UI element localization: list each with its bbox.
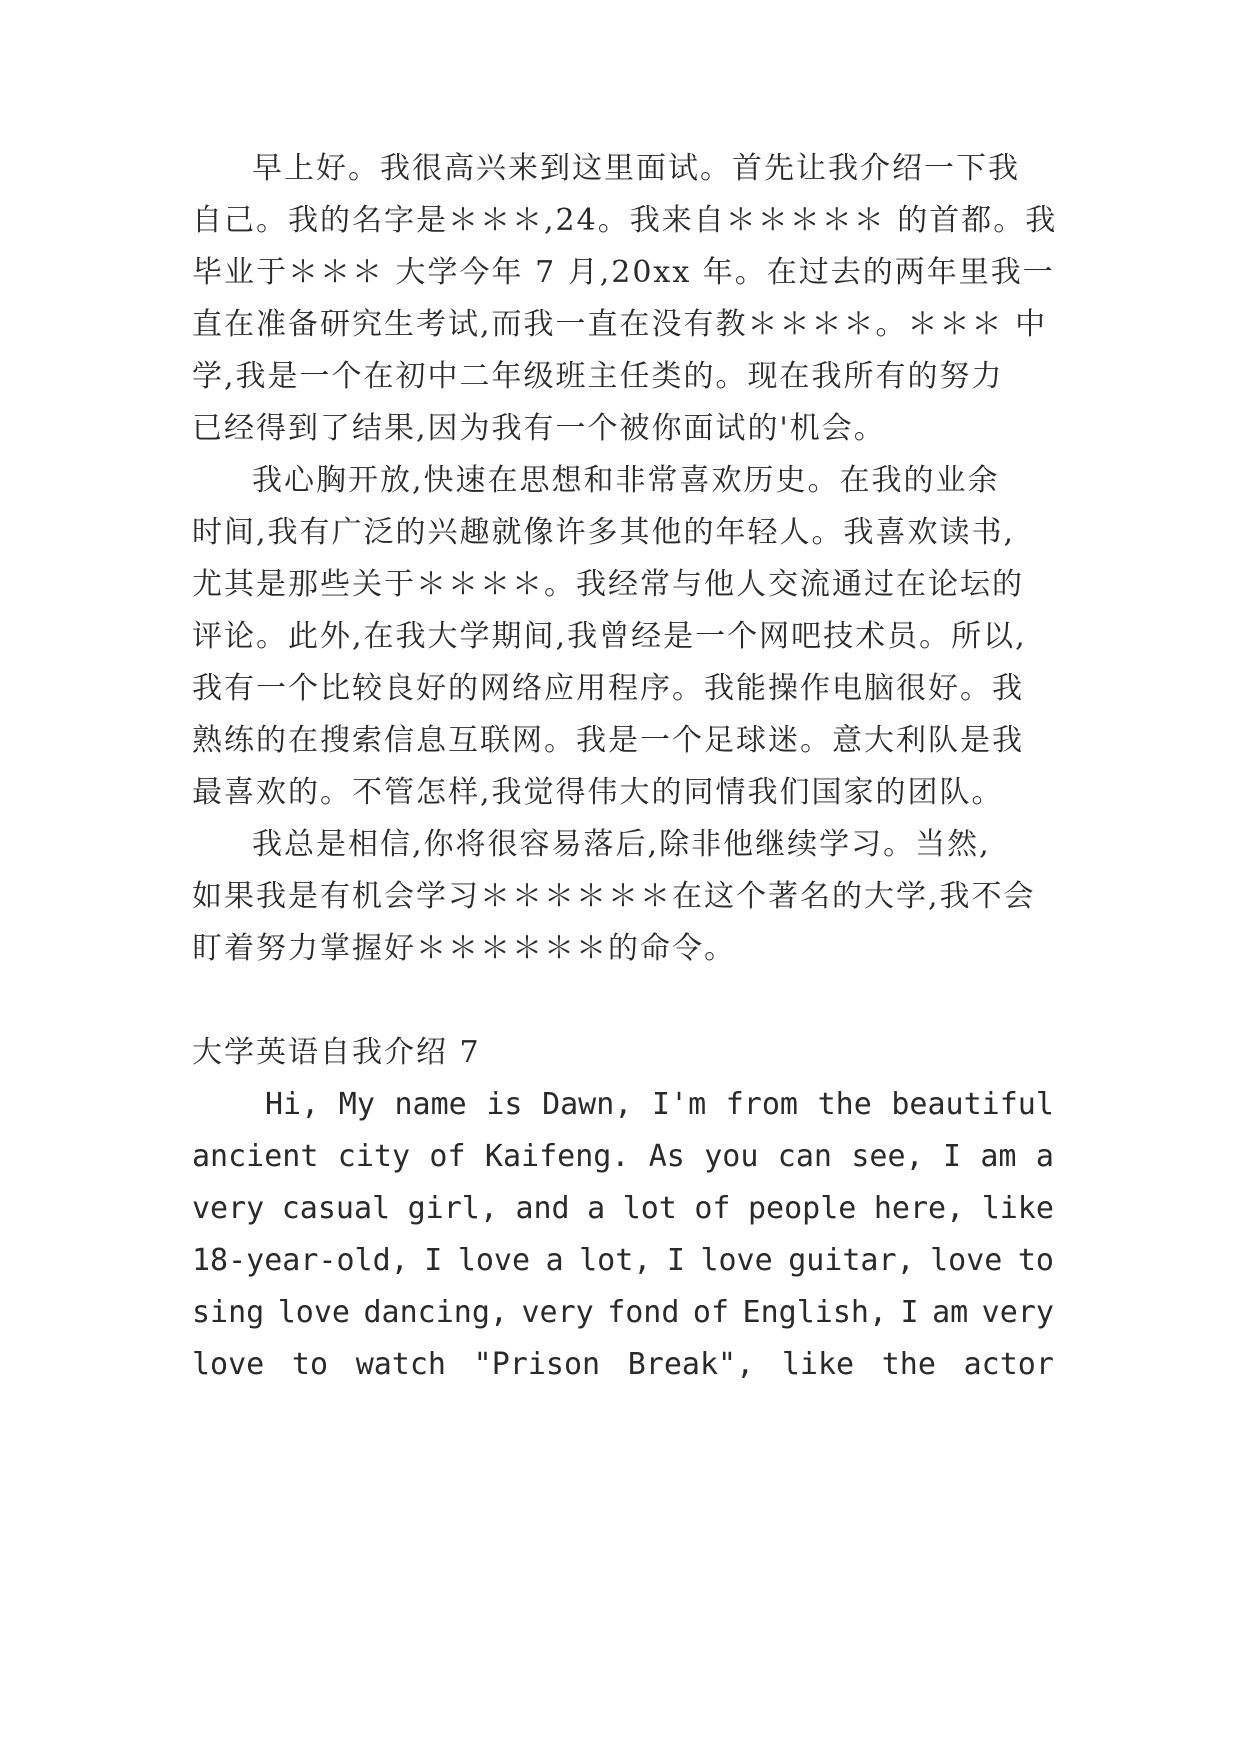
word: Dawn, <box>542 1087 633 1122</box>
word: love <box>192 1347 265 1382</box>
english-text-line <box>192 1293 1054 1333</box>
word: Break", <box>627 1347 755 1382</box>
english-text-line <box>192 1189 1054 1229</box>
word: sing <box>192 1295 265 1330</box>
word: city <box>337 1139 411 1174</box>
english-text-line <box>192 1345 1054 1385</box>
word: very <box>981 1295 1054 1330</box>
word: to <box>1017 1243 1054 1278</box>
word: I <box>424 1243 443 1278</box>
english-text-line <box>192 1241 1054 1281</box>
word: like <box>981 1191 1054 1226</box>
section-title: 大学英语自我介绍 7 <box>192 1035 481 1070</box>
word: guitar, <box>788 1243 915 1278</box>
text-line: 已经得到了结果,因为我有一个被你面试的'机会。 <box>192 411 886 446</box>
word: I <box>942 1139 961 1174</box>
word: very <box>521 1295 594 1330</box>
text-line: 早上好。我很高兴来到这里面试。首先让我介绍一下我 <box>252 151 1020 186</box>
word: a <box>587 1191 606 1226</box>
word: Kaifeng. <box>484 1139 630 1174</box>
text-line: 毕业于＊＊＊ 大学今年 7 月,20xx 年。在过去的两年里我一 <box>192 255 1055 290</box>
word: you <box>704 1139 759 1174</box>
english-text-line <box>265 1085 1054 1125</box>
word: dancing, <box>363 1295 508 1330</box>
word: am <box>980 1139 1017 1174</box>
word: "Prison <box>473 1347 601 1382</box>
word: I <box>900 1295 919 1330</box>
text-line: 熟练的在搜索信息互联网。我是一个足球迷。意大利队是我 <box>192 723 1024 758</box>
word: actor <box>963 1347 1054 1382</box>
word: here, <box>873 1191 965 1226</box>
word: to <box>291 1347 329 1382</box>
text-line: 盯着努力掌握好＊＊＊＊＊＊的命令。 <box>192 931 736 966</box>
text-line: 如果我是有机会学习＊＊＊＊＊＊在这个著名的大学,我不会 <box>192 879 1036 914</box>
english-text-line <box>192 1137 1054 1177</box>
word: beautiful <box>891 1087 1054 1122</box>
word: of <box>694 1191 731 1226</box>
text-line: 时间,我有广泛的兴趣就像许多其他的年轻人。我喜欢读书, <box>192 515 1016 550</box>
text-line: 我心胸开放,快速在思想和非常喜欢历史。在我的业余 <box>252 463 1000 498</box>
text-line: 我有一个比较良好的网络应用程序。我能操作电脑很好。我 <box>192 671 1024 706</box>
word: watch <box>355 1347 446 1382</box>
text-line: 评论。此外,在我大学期间,我曾经是一个网吧技术员。所以, <box>192 619 1027 654</box>
word: girl, <box>407 1191 498 1226</box>
word: My <box>338 1087 375 1122</box>
word: English, <box>742 1295 888 1330</box>
word: ancient <box>192 1139 319 1174</box>
word: love <box>930 1243 1003 1278</box>
word: is <box>486 1087 523 1122</box>
word: people <box>748 1191 857 1226</box>
word: can <box>777 1139 832 1174</box>
word: name <box>394 1087 467 1122</box>
word: and <box>515 1191 570 1226</box>
text-line: 我总是相信,你将很容易落后,除非他继续学习。当然, <box>252 827 991 862</box>
text-line: 直在准备研究生考试,而我一直在没有教＊＊＊＊。＊＊＊ 中 <box>192 307 1048 342</box>
word: the <box>881 1347 936 1382</box>
word: very <box>192 1191 265 1226</box>
word: the <box>817 1087 872 1122</box>
text-line: 学,我是一个在初中二年级班主任类的。现在我所有的努力 <box>192 359 1004 394</box>
word: I <box>666 1243 685 1278</box>
word: love <box>457 1243 531 1278</box>
word: lot <box>622 1191 677 1226</box>
text-line: 尤其是那些关于＊＊＊＊。我经常与他人交流通过在论坛的 <box>192 567 1024 602</box>
word: of <box>692 1295 730 1330</box>
word: love <box>277 1295 350 1330</box>
word: Hi, <box>265 1087 320 1122</box>
word: casual <box>281 1191 391 1226</box>
word: lot, <box>579 1243 652 1278</box>
text-line: 自己。我的名字是＊＊＊,24。我来自＊＊＊＊＊ 的首都。我 <box>192 203 1058 238</box>
word: a <box>1035 1139 1054 1174</box>
word: As <box>648 1139 685 1174</box>
word: of <box>429 1139 466 1174</box>
word: love <box>700 1243 773 1278</box>
word: fond <box>607 1295 680 1330</box>
word: a <box>545 1243 564 1278</box>
word: see, <box>851 1139 924 1174</box>
word: I'm <box>651 1087 707 1122</box>
word: am <box>932 1295 969 1330</box>
text-line: 最喜欢的。不管怎样,我觉得伟大的同情我们国家的团队。 <box>192 775 1004 810</box>
word: like <box>781 1347 855 1382</box>
word: from <box>725 1087 798 1122</box>
word: 18-year-old, <box>192 1243 409 1278</box>
